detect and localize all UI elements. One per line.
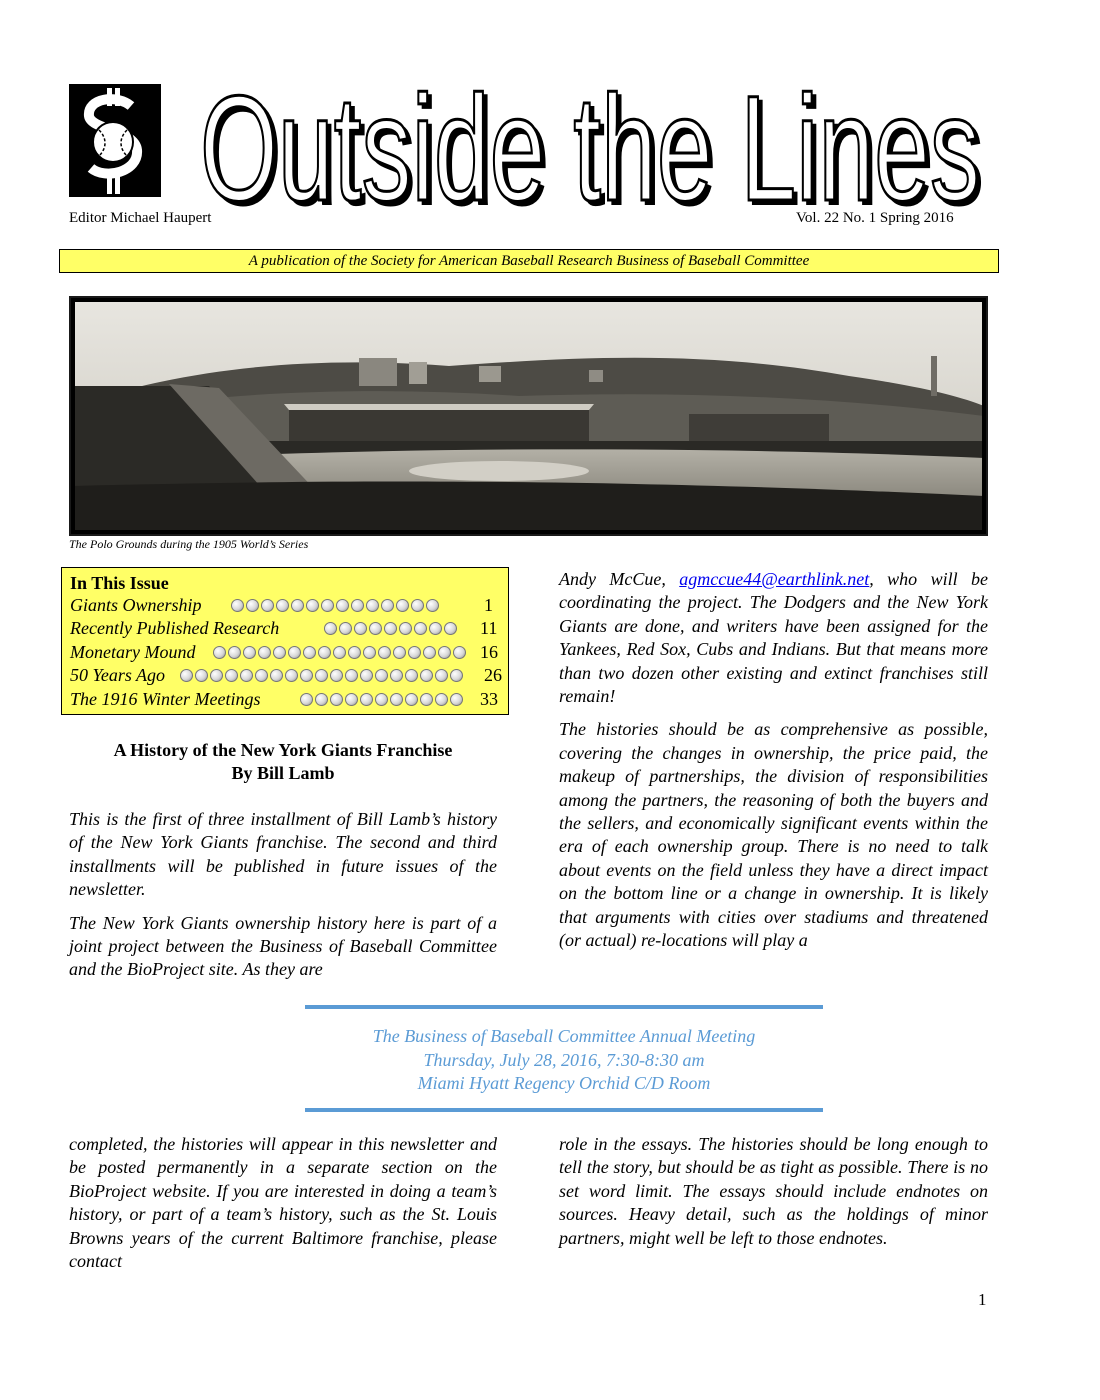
baseball-dot-icon (369, 622, 382, 635)
article-right-column-bottom (559, 1133, 988, 1260)
toc-item[interactable] (70, 689, 500, 713)
baseball-dot-icon (378, 646, 391, 659)
in-this-issue-box (61, 567, 509, 715)
polo-grounds-photo (69, 296, 988, 536)
dot-leader (180, 669, 463, 683)
baseball-dot-icon (420, 669, 433, 682)
toc-item[interactable] (70, 595, 500, 619)
baseball-dot-icon (450, 693, 463, 706)
baseball-dot-icon (270, 669, 283, 682)
baseball-dot-icon (330, 669, 343, 682)
meeting-top-rule (305, 1005, 823, 1009)
toc-item-page: 11 (480, 618, 498, 638)
toc-item-label: Recently Published Research (70, 618, 280, 638)
baseball-dot-icon (255, 669, 268, 682)
toc-item-page: 26 (484, 665, 502, 685)
dot-leader (213, 646, 466, 660)
contact-text-after: , who will be coordinating the project. The Dodgers and the New York Giants are done, and writers have been assigned for the Yankees, Red Sox, Cubs and Indians. But that means more than two dozen other existing and extinct franchises still remain! (559, 569, 988, 707)
baseball-dot-icon (261, 599, 274, 612)
baseball-dot-icon (420, 693, 433, 706)
baseball-dot-icon (285, 669, 298, 682)
baseball-dot-icon (426, 599, 439, 612)
baseball-dot-icon (180, 669, 193, 682)
baseball-dot-icon (321, 599, 334, 612)
toc-item[interactable] (70, 665, 500, 689)
baseball-dot-icon (288, 646, 301, 659)
page-number: 1 (978, 1290, 987, 1309)
baseball-dot-icon (453, 646, 466, 659)
article-byline: By Bill Lamb (231, 763, 335, 783)
photo-caption: The Polo Grounds during the 1905 World’s Series (69, 537, 309, 551)
svg-text:Outside the Lines: Outside the Lines (200, 76, 980, 216)
dot-leader (231, 599, 439, 613)
baseball-dot-icon (435, 669, 448, 682)
baseball-dot-icon (375, 693, 388, 706)
baseball-dot-icon (291, 599, 304, 612)
baseball-dot-icon (315, 669, 328, 682)
baseball-dot-icon (411, 599, 424, 612)
meeting-location: Miami Hyatt Regency Orchid C/D Room (417, 1073, 711, 1093)
baseball-dot-icon (405, 693, 418, 706)
baseball-dot-icon (354, 622, 367, 635)
baseball-dot-icon (273, 646, 286, 659)
toc-item-label: Giants Ownership (70, 595, 202, 615)
contact-paragraph (559, 568, 988, 708)
toc-item-page: 16 (480, 642, 498, 662)
dot-leader (300, 693, 463, 707)
baseball-dot-icon (333, 646, 346, 659)
baseball-dot-icon (246, 599, 259, 612)
continuation-paragraph: completed, the histories will appear in this newsletter and be posted permanently in a separate section on the BioProject website. If you are interested in doing a team’s history, or part of a team’s history, such as the St. Louis Browns years of the current Baltimore franchise, please contact (69, 1134, 497, 1272)
toc-item[interactable] (70, 618, 500, 642)
baseball-dot-icon (438, 646, 451, 659)
baseball-dot-icon (324, 622, 337, 635)
baseball-dot-icon (303, 646, 316, 659)
baseball-dot-icon (405, 669, 418, 682)
baseball-dot-icon (306, 599, 319, 612)
baseball-dot-icon (336, 599, 349, 612)
article-left-column-bottom (69, 1133, 497, 1283)
baseball-dot-icon (345, 693, 358, 706)
meeting-title: The Business of Baseball Committee Annual Meeting (372, 1026, 756, 1046)
baseball-dot-icon (390, 693, 403, 706)
baseball-dot-icon (348, 646, 361, 659)
baseball-dot-icon (231, 599, 244, 612)
baseball-dot-icon (300, 669, 313, 682)
svg-text:Outside the Lines: Outside the Lines (204, 76, 984, 216)
toc-title: In This Issue (70, 573, 169, 593)
baseball-dot-icon (330, 693, 343, 706)
baseball-dot-icon (318, 646, 331, 659)
toc-item-label: 50 Years Ago (70, 665, 166, 685)
baseball-dot-icon (276, 599, 289, 612)
baseball-dot-icon (228, 646, 241, 659)
baseball-dot-icon (390, 669, 403, 682)
project-paragraph: The New York Giants ownership history here is part of a joint project between the Business of Baseball Committee and the BioProject site. As they are (69, 912, 497, 980)
publication-banner: A publication of the Society for American Baseball Research Business of Baseball Committee (59, 249, 999, 273)
baseball-dot-icon (351, 599, 364, 612)
baseball-dot-icon (360, 669, 373, 682)
baseball-dot-icon (408, 646, 421, 659)
baseball-dot-icon (444, 622, 457, 635)
baseball-dot-icon (393, 646, 406, 659)
toc-item-label: The 1916 Winter Meetings (70, 689, 261, 709)
meeting-date: Thursday, July 28, 2016, 7:30-8:30 am (423, 1049, 705, 1070)
baseball-dot-icon (366, 599, 379, 612)
baseball-dot-icon (300, 693, 313, 706)
baseball-dot-icon (381, 599, 394, 612)
baseball-dot-icon (258, 646, 271, 659)
baseball-dot-icon (195, 669, 208, 682)
email-link[interactable]: agmccue44@earthlink.net (679, 569, 870, 589)
dot-leader (324, 622, 457, 636)
scope-paragraph: The histories should be as comprehensive as possible, covering the changes in ownership, the price paid, the makeup of partnerships, the division of responsibilities among the partners, the reasoning of both the buyers and the sellers, and economically significant events within the era of each ownership group. There is no need to talk about events on the field unless they have a direct impact on the bottom line or a change in ownership. It is likely that arguments with cities over stadiums and threatened (or actual) re-locations will play a (559, 719, 988, 951)
intro-paragraph: This is the first of three installment of Bill Lamb’s history of the New York Giants franchise. The second and third installments will be published in future issues of the newsletter. (69, 809, 497, 900)
article-title: A History of the New York Giants Franchise (113, 740, 453, 760)
baseball-dot-icon (240, 669, 253, 682)
baseball-dot-icon (414, 622, 427, 635)
article-right-column-top (559, 568, 988, 963)
masthead-title (198, 76, 998, 216)
toc-item-page: 33 (480, 689, 498, 709)
baseball-dot-icon (243, 646, 256, 659)
baseball-dot-icon (339, 622, 352, 635)
guidelines-paragraph: role in the essays. The histories should be long enough to tell the story, but should be as tight as possible. There is no set word limit. The essays should include endnotes on sources. Heavy detail, such as the holdings of minor partners, might well be left to those endnotes. (559, 1134, 988, 1248)
baseball-dot-icon (450, 669, 463, 682)
baseball-dot-icon (363, 646, 376, 659)
toc-item-label: Monetary Mound (70, 642, 196, 662)
baseball-dot-icon (435, 693, 448, 706)
article-heading (69, 739, 497, 785)
baseball-dot-icon (429, 622, 442, 635)
article-left-column-top (69, 808, 497, 992)
baseball-dot-icon (396, 599, 409, 612)
baseball-dot-icon (210, 669, 223, 682)
baseball-dot-icon (345, 669, 358, 682)
meeting-announcement (305, 1025, 823, 1096)
toc-item[interactable] (70, 642, 500, 666)
baseball-dot-icon (423, 646, 436, 659)
baseball-dot-icon (213, 646, 226, 659)
baseball-dot-icon (360, 693, 373, 706)
baseball-dot-icon (399, 622, 412, 635)
volume-issue: Vol. 22 No. 1 Spring 2016 (796, 210, 954, 226)
baseball-dot-icon (384, 622, 397, 635)
baseball-dot-icon (225, 669, 238, 682)
sabr-logo (69, 84, 161, 197)
toc-item-page: 1 (484, 595, 493, 615)
meeting-bottom-rule (305, 1108, 823, 1112)
contact-text-before: Andy McCue, (559, 569, 680, 589)
baseball-dot-icon (375, 669, 388, 682)
editor-credit: Editor Michael Haupert (69, 210, 212, 226)
baseball-dot-icon (315, 693, 328, 706)
